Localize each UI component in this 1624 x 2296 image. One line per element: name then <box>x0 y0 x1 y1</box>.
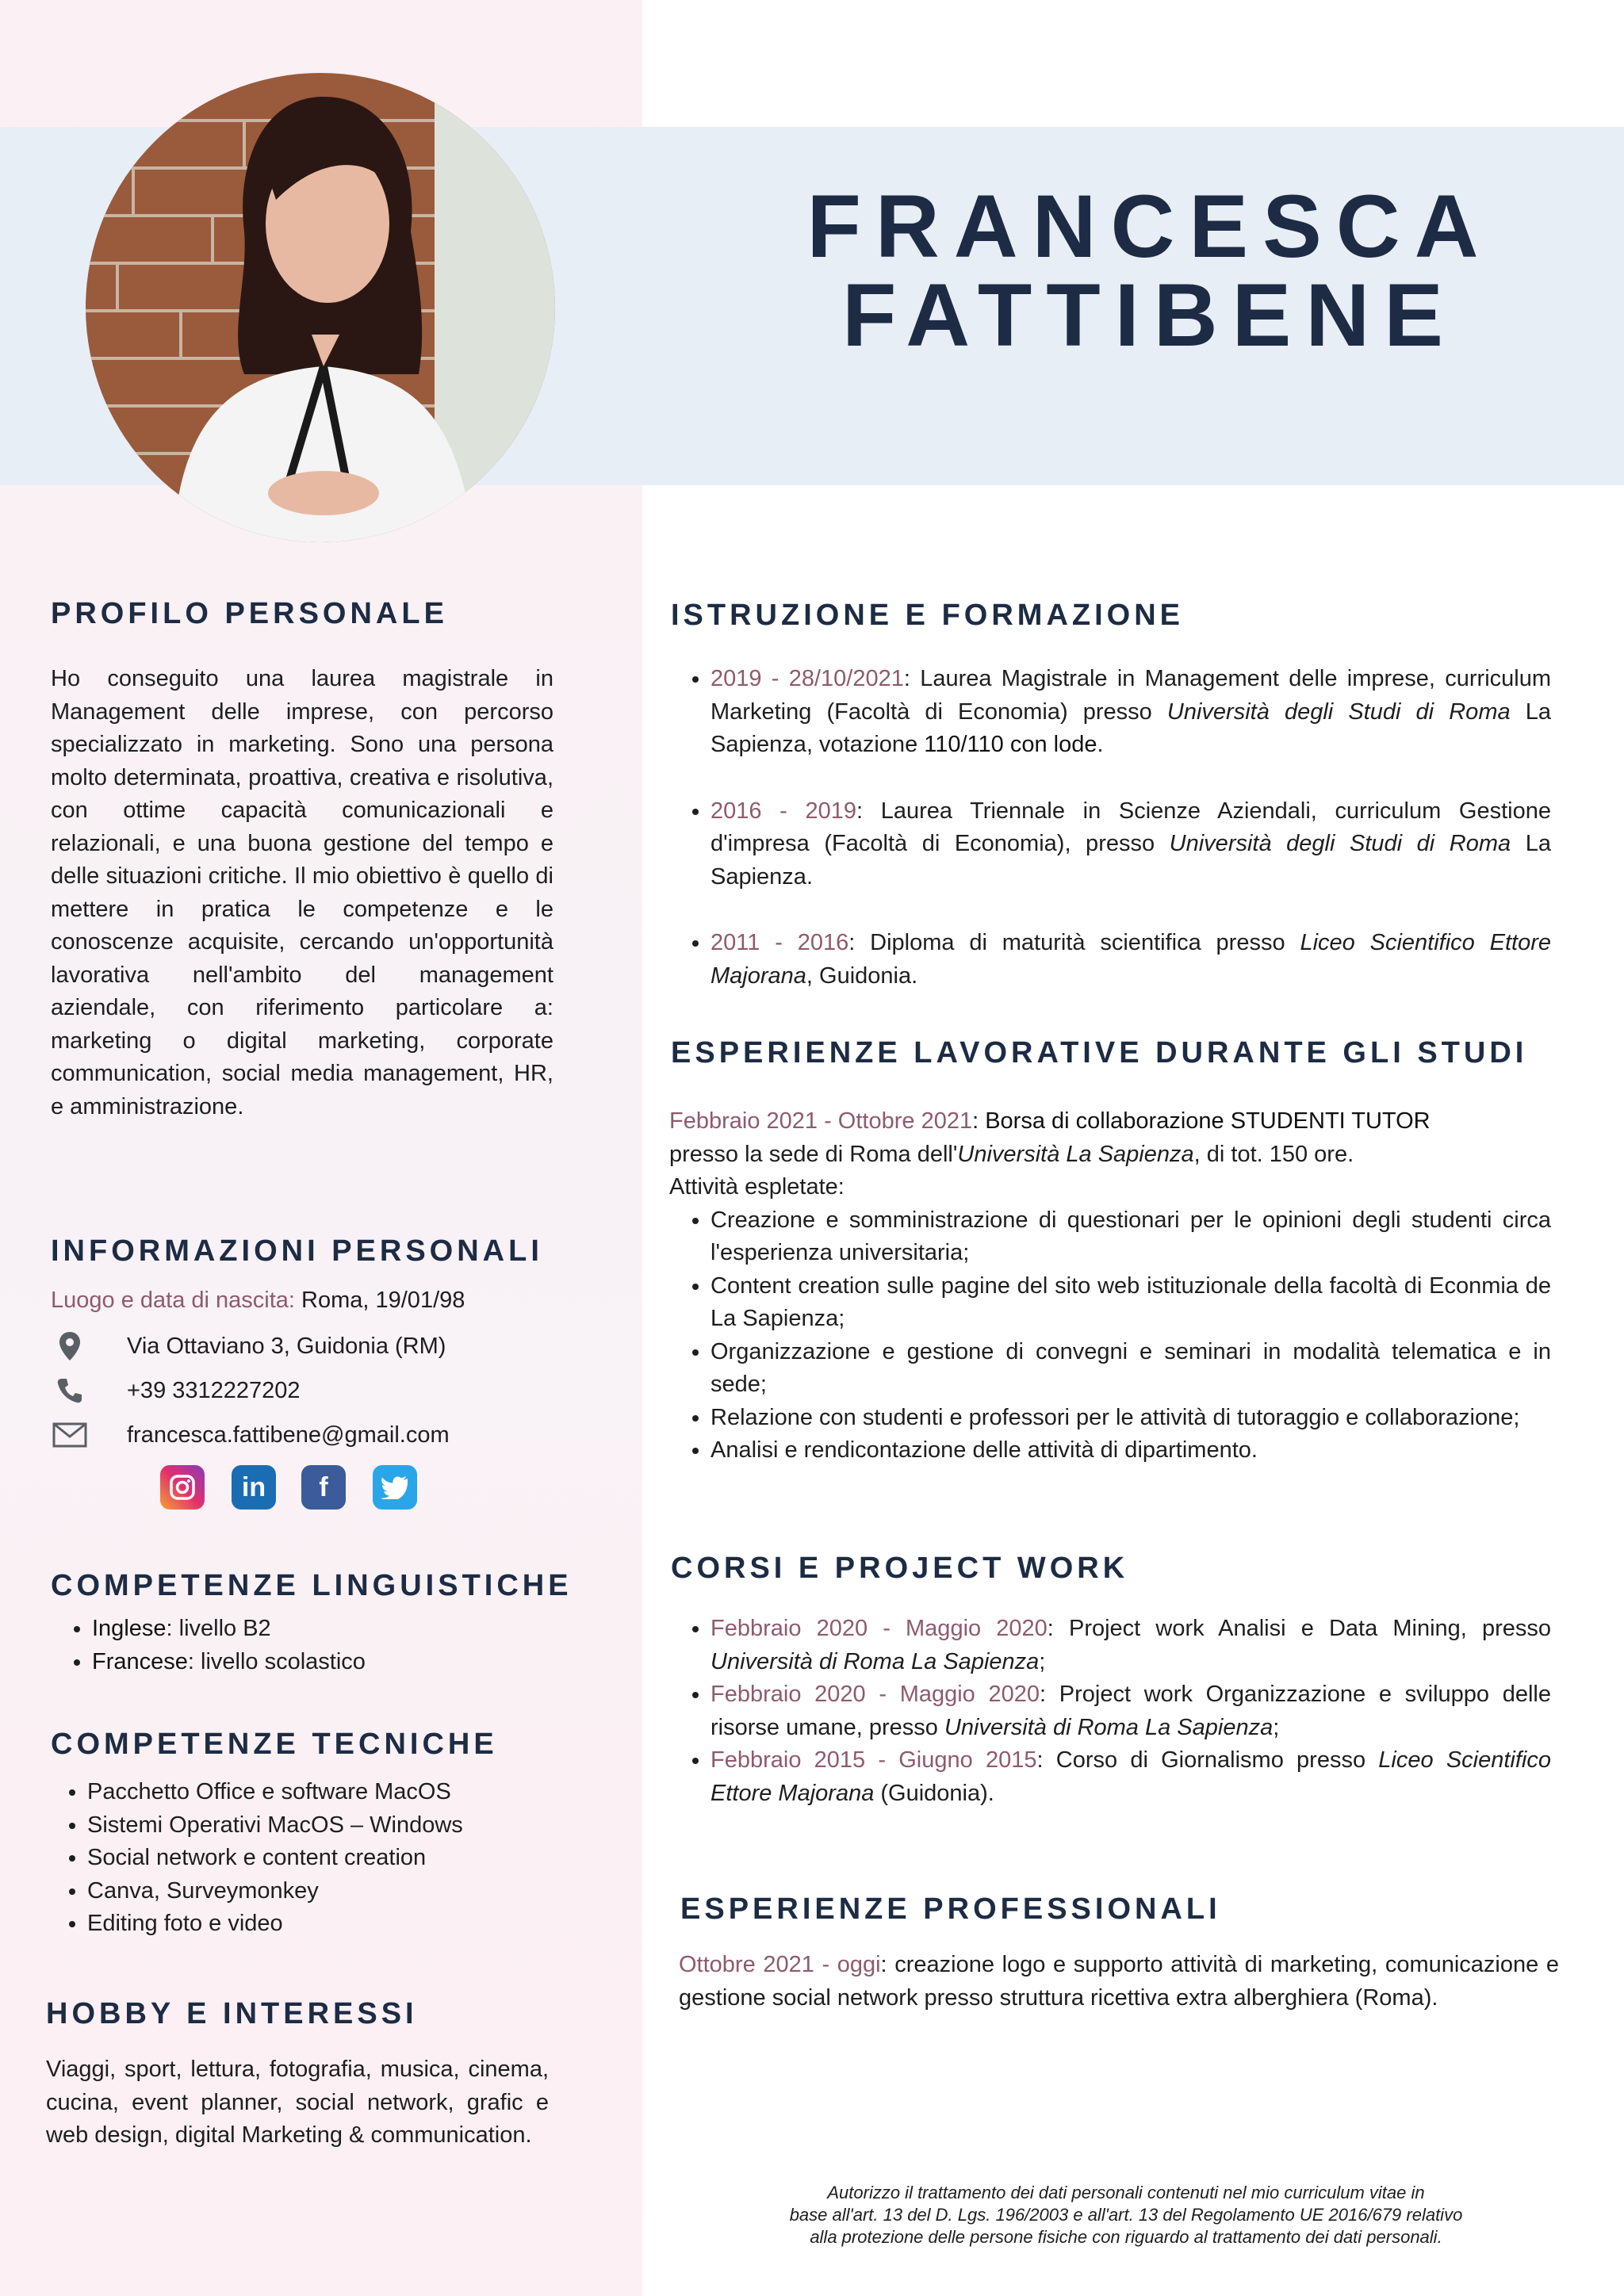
istruzione-item: • 2016 - 2019: Laurea Triennale in Scienze Aziendali, curriculum Gestione d'impresa (Facoltà di Economia), presso Università degli Studi di Roma La Sapienza. <box>710 795 1551 894</box>
instagram-icon[interactable] <box>160 1465 205 1510</box>
attivita-label: Attività espletate: <box>669 1174 845 1200</box>
privacy-footer <box>698 2182 1554 2248</box>
section-title-lingue: COMPETENZE LINGUISTICHE <box>51 1569 573 1602</box>
twitter-icon[interactable] <box>373 1465 417 1510</box>
esperienze-studi-header: Febbraio 2021 - Ottobre 2021: Borsa di collaborazione STUDENTI TUTOR <box>669 1108 1431 1134</box>
name-first: FRANCESCA <box>806 177 1493 276</box>
istruzione-item: • 2011 - 2016: Diploma di maturità scientifica presso Liceo Scientifico Ettore Majorana, Guidonia. <box>710 927 1551 993</box>
corsi-item: • Febbraio 2020 - Maggio 2020: Project work Analisi e Data Mining, presso Università di Roma La Sapienza; <box>710 1613 1551 1678</box>
phone-row <box>51 1373 301 1408</box>
section-title-corsi: CORSI E PROJECT WORK <box>671 1552 1129 1585</box>
address-text: Via Ottaviano 3, Guidonia (RM) <box>127 1334 446 1359</box>
birth-value: Roma, 19/01/98 <box>294 1288 465 1313</box>
email-row <box>51 1418 450 1452</box>
profilo-text: Ho conseguito una laurea magistrale in Management delle imprese, con percorso specializzato in marketing. Sono una persona molto determinata, proattiva, creativa e risolutiva, con ottime capacità comunicazionali e relazionali, e una buona gestione del tempo e delle situazioni critiche. Il mio obiettivo è quello di mettere in pratica le competenze e le conoscenze acquisite, cercando un'opportunità lavorativa nell'ambito del management aziendale, con riferimento particolare a: marketing o digital marketing, corporate communication, social media management, HR, e amministrazione. <box>51 666 553 1119</box>
phone-icon <box>51 1373 89 1408</box>
section-title-informazioni: INFORMAZIONI PERSONALI <box>51 1234 543 1268</box>
attivita-item: • Analisi e rendicontazione delle attività di dipartimento. <box>710 1434 1551 1468</box>
corsi-item: • Febbraio 2015 - Giugno 2015: Corso di Giornalismo presso Liceo Scientifico Ettore Majorana (Guidonia). <box>710 1744 1551 1810</box>
corsi-list <box>669 1613 1551 1810</box>
attivita-item: • Creazione e somministrazione di questionari per le opinioni degli studenti circa l'esperienza universitaria; <box>710 1204 1551 1270</box>
section-title-esperienze-studi: ESPERIENZE LAVORATIVE DURANTE GLI STUDI <box>671 1036 1528 1070</box>
istruzione-item: • 2019 - 28/10/2021: Laurea Magistrale in Management delle imprese, curriculum Marketing (Facoltà di Economia) presso Università degli Studi di Roma La Sapienza, votazione 110/110 con lode. <box>710 663 1551 762</box>
birth-info <box>51 1284 606 1318</box>
footer-line: base all'art. 13 del D. Lgs. 196/2003 e all'art. 13 del Regolamento UE 2016/679 relativo <box>789 2205 1463 2225</box>
name-last: FATTIBENE <box>842 266 1457 365</box>
tecniche-item: • Sistemi Operativi MacOS – Windows <box>87 1809 603 1843</box>
section-title-tecniche: COMPETENZE TECNICHE <box>51 1728 498 1761</box>
section-title-istruzione: ISTRUZIONE E FORMAZIONE <box>671 599 1184 632</box>
location-pin-icon <box>51 1329 89 1364</box>
envelope-icon <box>51 1418 89 1452</box>
email-text[interactable]: francesca.fattibene@gmail.com <box>127 1422 450 1448</box>
hobby-text: Viaggi, sport, lettura, fotografia, musica, cinema, cucina, event planner, social network, grafic e web design, digital Marketing & communication. <box>46 2057 549 2148</box>
esperienze-studi-block <box>669 1105 1551 1468</box>
footer-line: alla protezione delle persone fisiche con riguardo al trattamento dei dati personali. <box>810 2227 1442 2247</box>
linkedin-icon[interactable]: in <box>232 1465 276 1510</box>
section-title-hobby: HOBBY E INTERESSI <box>46 1997 418 2030</box>
candidate-name <box>714 177 1586 365</box>
esperienze-studi-line2: presso la sede di Roma dell'Università La Sapienza, di tot. 150 ore. <box>669 1141 1354 1167</box>
tecniche-list <box>48 1776 603 1941</box>
tecniche-item: • Social network e content creation <box>87 1842 603 1875</box>
address-row <box>51 1329 446 1364</box>
corsi-item: • Febbraio 2020 - Maggio 2020: Project work Organizzazione e sviluppo delle risorse umane, presso Università di Roma La Sapienza; <box>710 1678 1551 1744</box>
istruzione-list <box>669 663 1551 993</box>
facebook-icon[interactable]: f <box>301 1465 346 1510</box>
attivita-item: • Content creation sulle pagine del sito web istituzionale della facoltà di Econmia de La Sapienza; <box>710 1270 1551 1336</box>
professionali-text: Ottobre 2021 - oggi: creazione logo e supporto attività di marketing, comunicazione e gestione social network presso struttura ricettiva extra alberghiera (Roma). <box>679 1952 1559 2011</box>
section-title-professionali: ESPERIENZE PROFESSIONALI <box>680 1892 1221 1926</box>
lingue-list <box>51 1613 606 1678</box>
footer-line: Autorizzo il trattamento dei dati personali contenuti nel mio curriculum vitae in <box>827 2183 1425 2202</box>
lingue-item: • Inglese: livello B2 <box>92 1613 606 1646</box>
attivita-item: • Organizzazione e gestione di convegni e seminari in modalità telematica e in sede; <box>710 1336 1551 1402</box>
section-title-profilo: PROFILO PERSONALE <box>51 597 448 630</box>
attivita-item: • Relazione con studenti e professori per le attività di tutoraggio e collaborazione; <box>710 1402 1551 1435</box>
phone-text: +39 3312227202 <box>127 1378 301 1403</box>
birth-label: Luogo e data di nascita: <box>51 1288 295 1313</box>
tecniche-item: • Canva, Surveymonkey <box>87 1875 603 1908</box>
profile-photo <box>86 73 555 542</box>
tecniche-item: • Pacchetto Office e software MacOS <box>87 1776 603 1809</box>
lingue-item: • Francese: livello scolastico <box>92 1646 606 1679</box>
tecniche-item: • Editing foto e video <box>87 1908 603 1941</box>
